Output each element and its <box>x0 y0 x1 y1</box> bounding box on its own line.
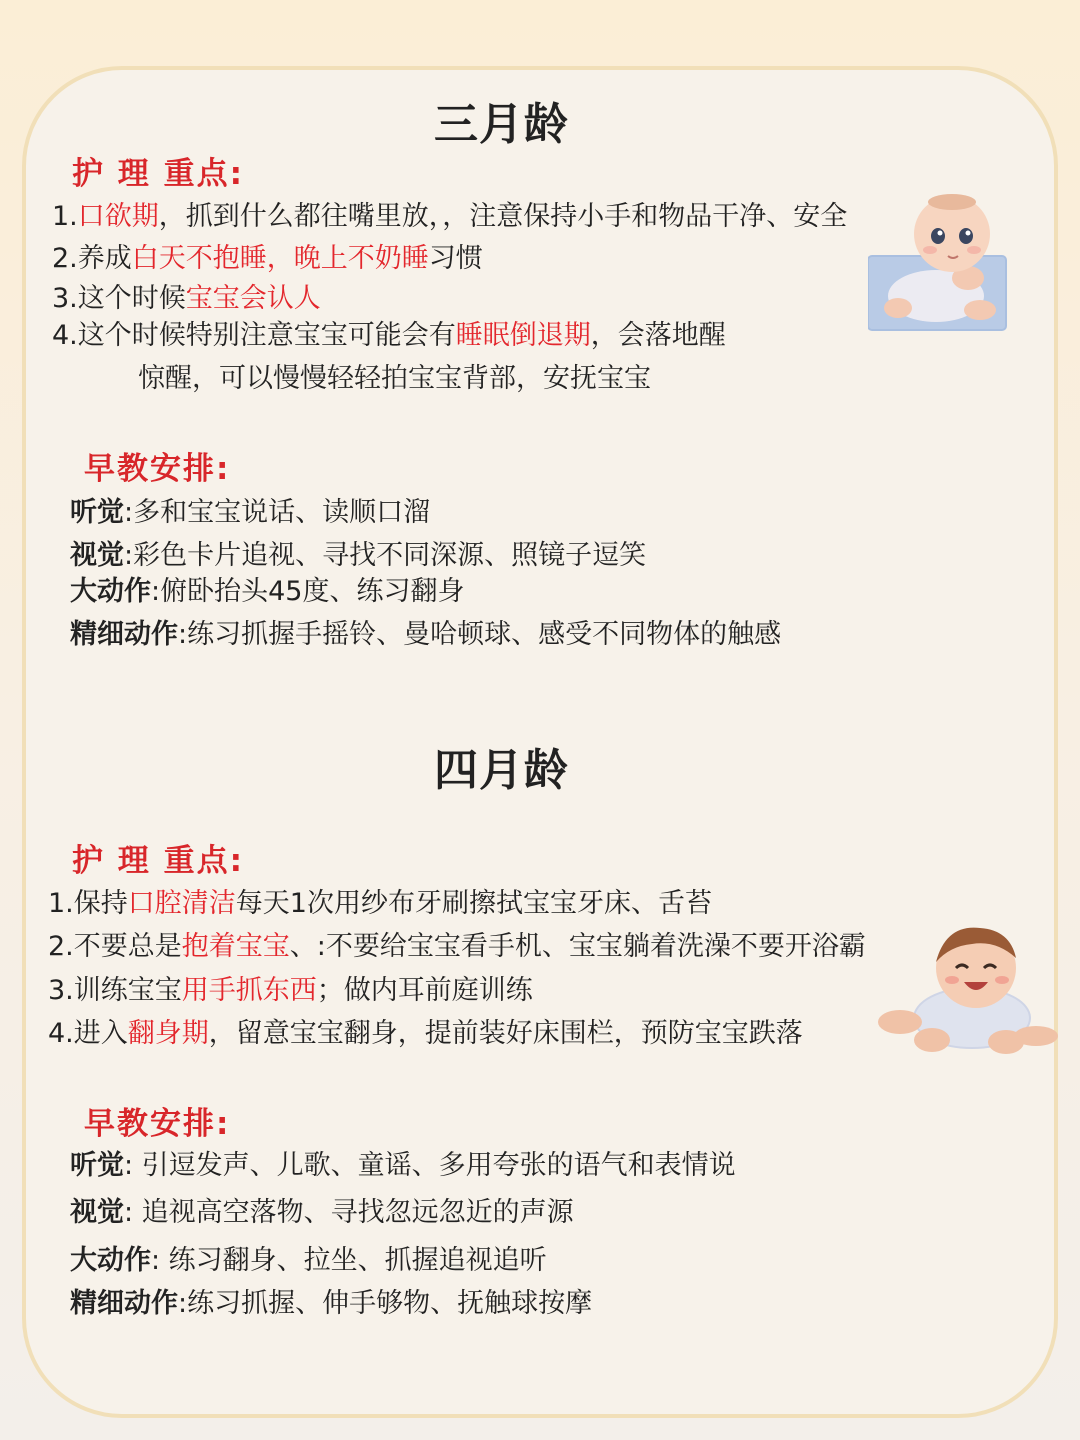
edu-text: :多和宝宝说话、读顺口溜 <box>124 497 431 528</box>
text-segment: 1. <box>52 201 78 232</box>
edu-label: 视觉 <box>70 1197 124 1228</box>
month4-education-heading: 早教安排: <box>84 1106 231 1142</box>
crawling-baby-illustration <box>868 186 1008 332</box>
month3-edu-item-fine-motor <box>70 612 781 651</box>
text-segment: 惊醒，可以慢慢轻轻拍宝宝背部，安抚宝宝 <box>138 363 651 394</box>
text-segment: 3.训练宝宝 <box>48 975 182 1006</box>
text-segment: ，抓到什么都往嘴里放，，注意保持小手和物品干净、安全 <box>158 201 848 232</box>
month4-edu-item-vision <box>70 1190 574 1229</box>
month3-care-item-1 <box>52 194 847 233</box>
edu-text: : 练习翻身、拉坐、抓握追视追听 <box>151 1245 547 1276</box>
edu-label: 精细动作 <box>70 1288 178 1319</box>
edu-text: : 追视高空落物、寻找忽远忽近的声源 <box>124 1197 574 1228</box>
edu-text: :彩色卡片追视、寻找不同深源、照镜子逗笑 <box>124 540 647 571</box>
month3-edu-item-hearing <box>70 490 430 529</box>
month4-care-item-2 <box>48 924 866 963</box>
text-segment: 习惯 <box>428 243 483 274</box>
month4-care-item-4 <box>48 1011 803 1050</box>
month3-edu-item-gross-motor <box>70 569 464 608</box>
highlight-text: 白天不抱睡，晚上不奶睡 <box>131 243 429 274</box>
highlight-text: 睡眠倒退期 <box>455 320 591 351</box>
edu-label: 听觉 <box>70 1150 124 1181</box>
month4-edu-item-gross-motor <box>70 1238 547 1277</box>
text-segment: 2.不要总是 <box>48 931 182 962</box>
highlight-text: 翻身期 <box>127 1018 209 1049</box>
laughing-baby-illustration <box>876 918 1060 1066</box>
text-segment: ，留意宝宝翻身，提前装好床围栏，预防宝宝跌落 <box>208 1018 803 1049</box>
edu-text: : 引逗发声、儿歌、童谣、多用夸张的语气和表情说 <box>124 1150 736 1181</box>
edu-label: 大动作 <box>70 1245 151 1276</box>
text-segment: ；做内耳前庭训练 <box>316 975 533 1006</box>
edu-label: 视觉 <box>70 540 124 571</box>
highlight-text: 口欲期 <box>77 201 159 232</box>
highlight-text: 抱着宝宝 <box>181 931 290 962</box>
month3-care-item-2 <box>52 236 483 275</box>
text-segment: 4.进入 <box>48 1018 128 1049</box>
edu-text: :俯卧抬头45度、练习翻身 <box>151 576 465 607</box>
month4-edu-item-hearing <box>70 1143 736 1182</box>
highlight-text: 用手抓东西 <box>181 975 317 1006</box>
text-segment: 2.养成 <box>52 243 132 274</box>
month4-care-heading: 护 理 重点: <box>72 843 244 879</box>
month3-education-heading: 早教安排: <box>84 451 231 487</box>
month3-care-item-4-continued <box>138 356 651 395</box>
highlight-text: 宝宝会认人 <box>185 283 321 314</box>
text-segment: ，会落地醒 <box>590 320 726 351</box>
edu-label: 精细动作 <box>70 619 178 650</box>
month3-care-item-3 <box>52 276 321 315</box>
month4-edu-item-fine-motor <box>70 1281 592 1320</box>
edu-text: :练习抓握、伸手够物、抚触球按摩 <box>178 1288 593 1319</box>
month3-care-heading: 护 理 重点: <box>72 156 244 192</box>
highlight-text: 口腔清洁 <box>127 888 236 919</box>
edu-label: 听觉 <box>70 497 124 528</box>
month3-title: 三月龄 <box>434 99 569 150</box>
text-segment: 每天1次用纱布牙刷擦拭宝宝牙床、舌苔 <box>235 888 712 919</box>
text-segment: 3.这个时候 <box>52 283 186 314</box>
month4-title: 四月龄 <box>434 745 569 796</box>
text-segment: 4.这个时候特别注意宝宝可能会有 <box>52 320 456 351</box>
edu-text: :练习抓握手摇铃、曼哈顿球、感受不同物体的触感 <box>178 619 782 650</box>
text-segment: 1.保持 <box>48 888 128 919</box>
text-segment: 、:不要给宝宝看手机、宝宝躺着洗澡不要开浴霸 <box>289 931 866 962</box>
month3-edu-item-vision <box>70 533 646 572</box>
month3-care-item-4 <box>52 313 726 352</box>
edu-label: 大动作 <box>70 576 151 607</box>
month4-care-item-3 <box>48 968 533 1007</box>
month4-care-item-1 <box>48 881 712 920</box>
